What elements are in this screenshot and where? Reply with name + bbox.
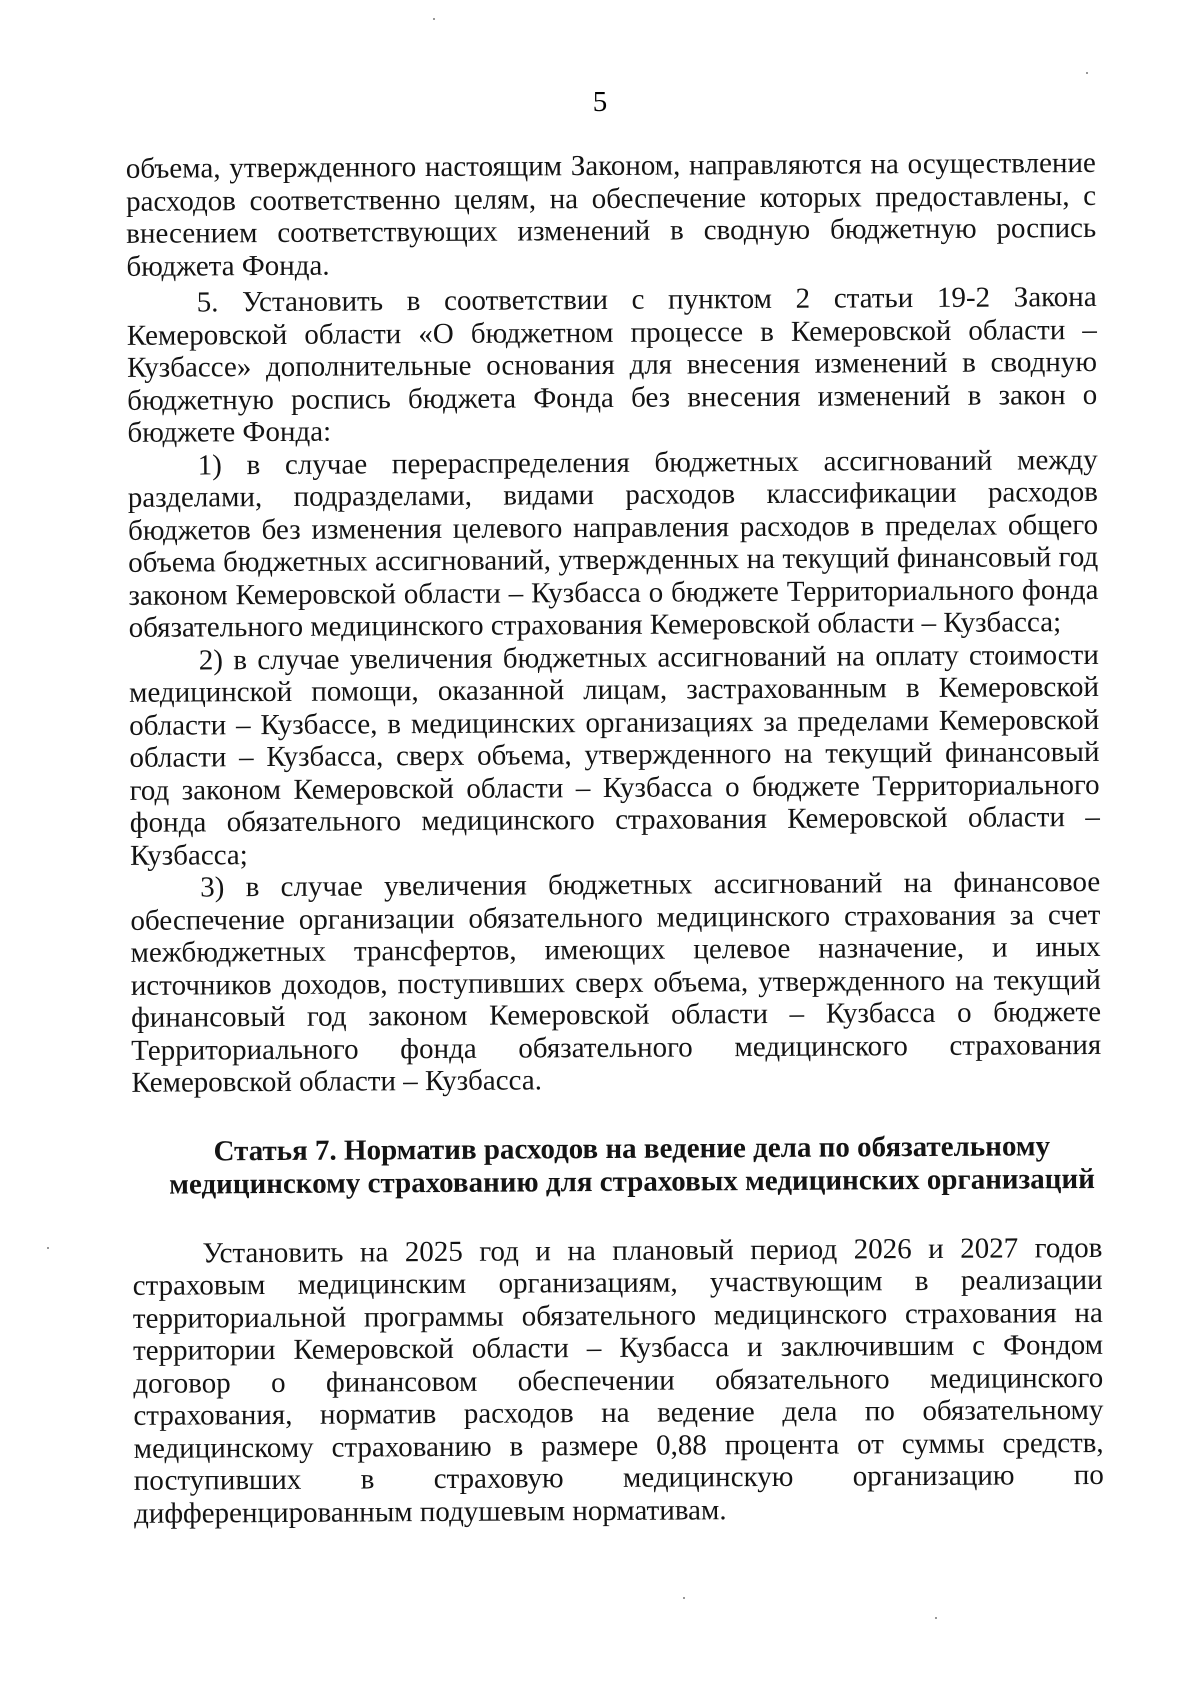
scan-speck: [935, 1617, 937, 1619]
article-7-text: Установить на 2025 год и на плановый период 2026 и 2027 годов страховым медицинским организациям, участвующим в реализации территориальной программы обязательного медицинского страхования на территории Кемеровской области – Кузбасса и заключившим с Фондом договор о финансовом обеспечении обязательного медицинского страхования, норматив расходов на ведение дела по обязательному медицинскому страхованию в размере 0,88 процента от суммы средств, поступивших в страховую медицинскую организацию по дифференцированным подушевым нормативам.: [132, 1231, 1104, 1530]
page-number: 5: [592, 86, 608, 118]
paragraph-subitem-1: 1) в случае перераспределения бюджетных ассигнований между разделами, подразделами, видами расходов классификации расходов бюджетов без изменения целевого направления расходов в пределах общего объема бюджетных ассигнований, утвержденных на текущий финансовый год законом Кемеровской области – Кузбасса о бюджете Территориального фонда обязательного медицинского страхования Кемеровской области – Кузбасса;: [127, 443, 1099, 644]
article-7-heading: Статья 7. Норматив расходов на ведение дела по обязательному медицинскому страхованию для страховых медицинских организаций: [169, 1129, 1095, 1201]
scan-speck: [433, 18, 435, 20]
scan-speck: [47, 1247, 49, 1249]
paragraph-item-5: 5. Установить в соответствии с пунктом 2 статьи 19-2 Закона Кемеровской области «О бюджетном процессе в Кемеровской области – Кузбассе» дополнительные основания для внесения изменений в сводную бюджетную роспись бюджета Фонда без внесения изменений в закон о бюджете Фонда:: [126, 280, 1098, 449]
paragraph-subitem-3: 3) в случае увеличения бюджетных ассигнований на финансовое обеспечение организации обязательного медицинского страхования за счет межбюджетных трансфертов, имеющих целевое назначение, и иных источников доходов, поступивших сверх объема, утвержденного на текущий финансовый год законом Кемеровской области – Кузбасса о бюджете Территориального фонда обязательного медицинского страхования Кемеровской области – Кузбасса.: [130, 865, 1102, 1099]
paragraph-subitem-2: 2) в случае увеличения бюджетных ассигнований на оплату стоимости медицинской помощи, оказанной лицам, застрахованным в Кемеровской области – Кузбассе, в медицинских организациях за пределами Кемеровской области – Кузбасса, сверх объема, утвержденного на текущий финансовый год законом Кемеровской области – Кузбасса о бюджете Территориального фонда обязательного медицинского страхования Кемеровской области – Кузбасса;: [128, 638, 1100, 872]
paragraph-continuation: объема, утвержденного настоящим Законом, направляются на осуществление расходов соответственно целям, на обеспечение которых предоставлены, с внесением соответствующих изменений в сводную бюджетную роспись бюджета Фонда.: [125, 146, 1097, 283]
scan-speck: [1086, 72, 1088, 74]
scan-speck: [683, 1597, 685, 1599]
